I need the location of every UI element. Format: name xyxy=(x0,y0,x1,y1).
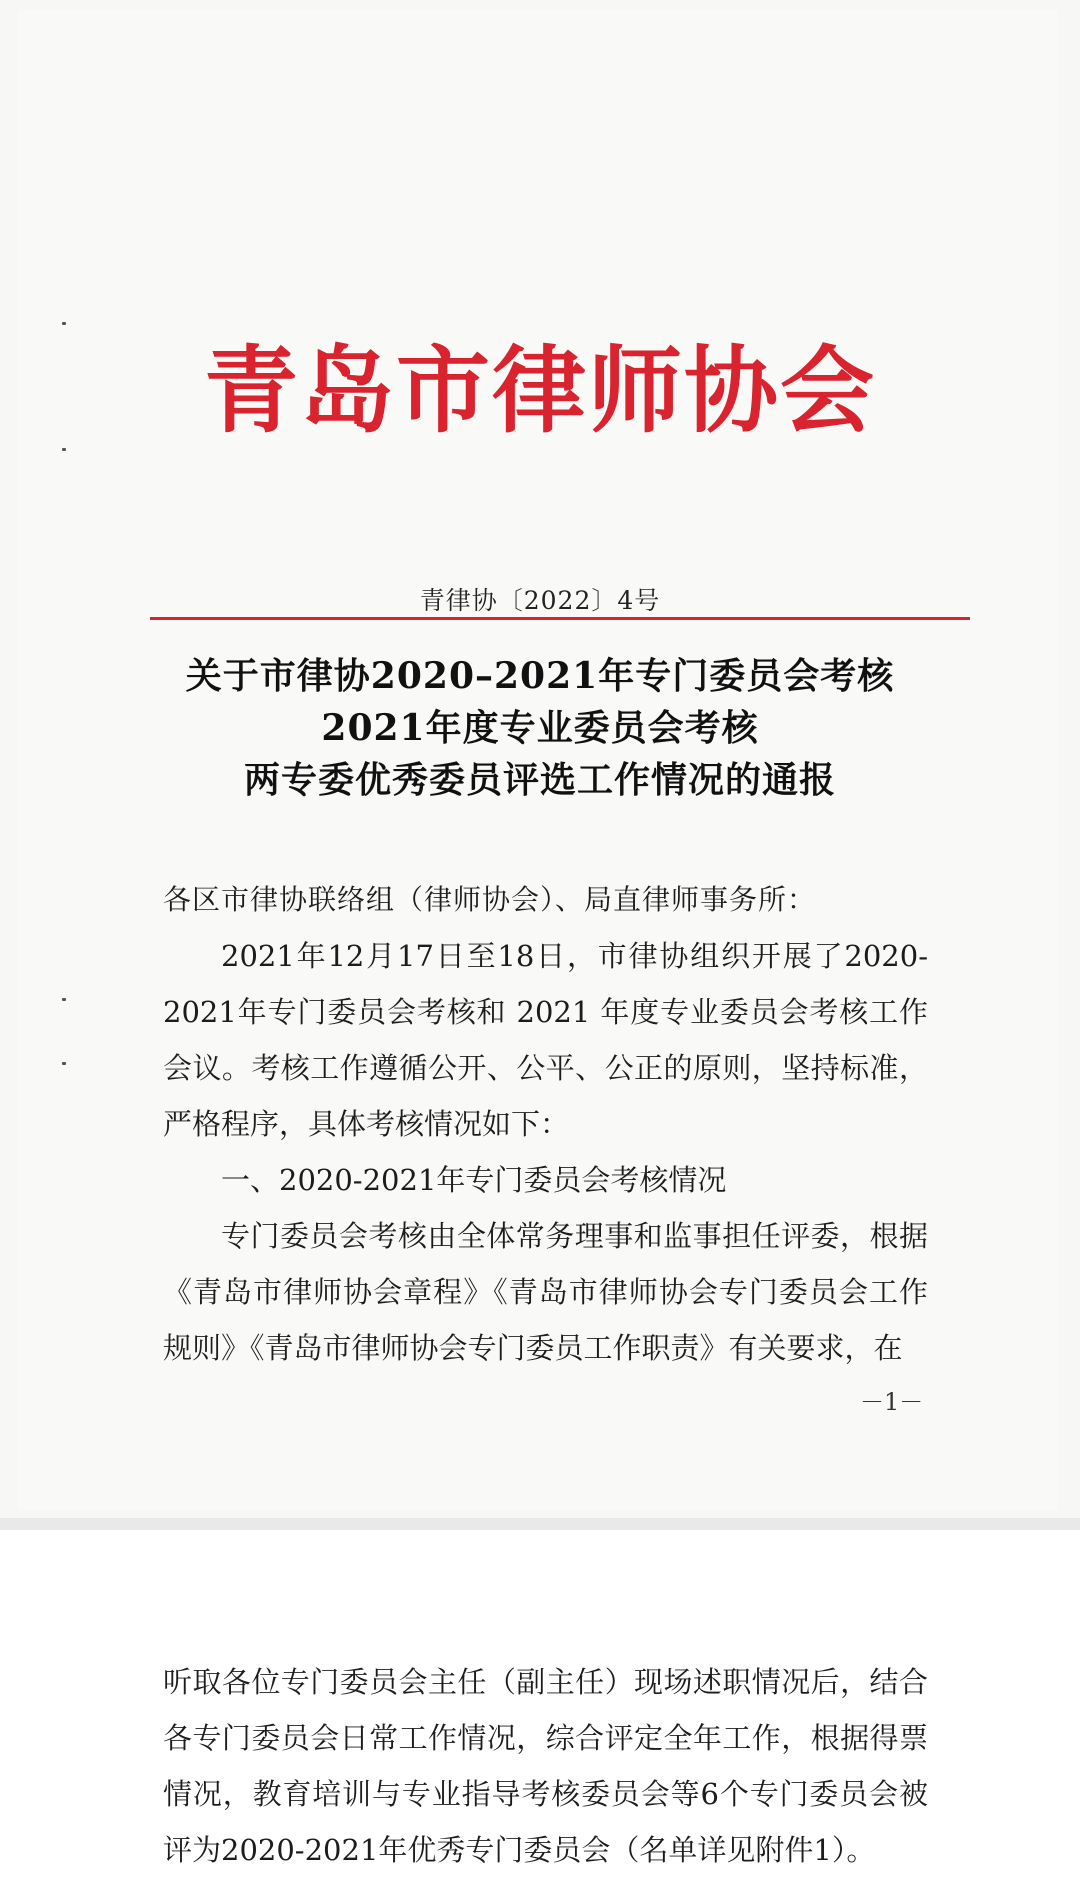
title-line: 2021年度专业委员会考核 xyxy=(321,707,759,749)
page-number: －1－ xyxy=(860,1388,924,1416)
title-line: 关于市律协2020–2021年专门委员会考核 xyxy=(185,655,895,697)
body-text-page-2 xyxy=(163,1654,928,1878)
issuing-organization-header: 青岛市律师协会 xyxy=(203,337,876,446)
scan-speck xyxy=(62,448,66,451)
salutation: 各区市律协联络组（律师协会）、局直律师事务所： xyxy=(163,883,817,916)
paragraph: 专门委员会考核由全体常务理事和监事担任评委，根据《青岛市律师协会章程》《青岛市律师协会专门委员会工作规则》《青岛市律师协会专门委员工作职责》有关要求，在 xyxy=(163,1219,928,1365)
document-title xyxy=(0,650,1080,806)
paragraph: 听取各位专门委员会主任（副主任）现场述职情况后，结合各专门委员会日常工作情况，综合评定全年工作，根据得票情况，教育培训与专业指导考核委员会等6个专门委员会被评为2020-2021年优秀专门委员会（名单详见附件1）。 xyxy=(163,1665,928,1867)
paragraph: 2021年12月17日至18日，市律协组织开展了2020-2021年专门委员会考核和 2021 年度专业委员会考核工作会议。考核工作遵循公开、公平、公正的原则，坚持标准，严格程序，具体考核情况如下： xyxy=(163,939,928,1141)
red-divider-line xyxy=(150,617,970,620)
scan-speck xyxy=(62,322,66,325)
document-number: 青律协〔2022〕4号 xyxy=(419,586,661,615)
scan-speck xyxy=(62,1062,66,1065)
body-text xyxy=(163,928,928,1376)
scan-speck xyxy=(62,998,66,1001)
title-line: 两专委优秀委员评选工作情况的通报 xyxy=(243,759,836,801)
page-separator xyxy=(0,1518,1080,1530)
section-heading: 一、2020-2021年专门委员会考核情况 xyxy=(221,1163,727,1197)
